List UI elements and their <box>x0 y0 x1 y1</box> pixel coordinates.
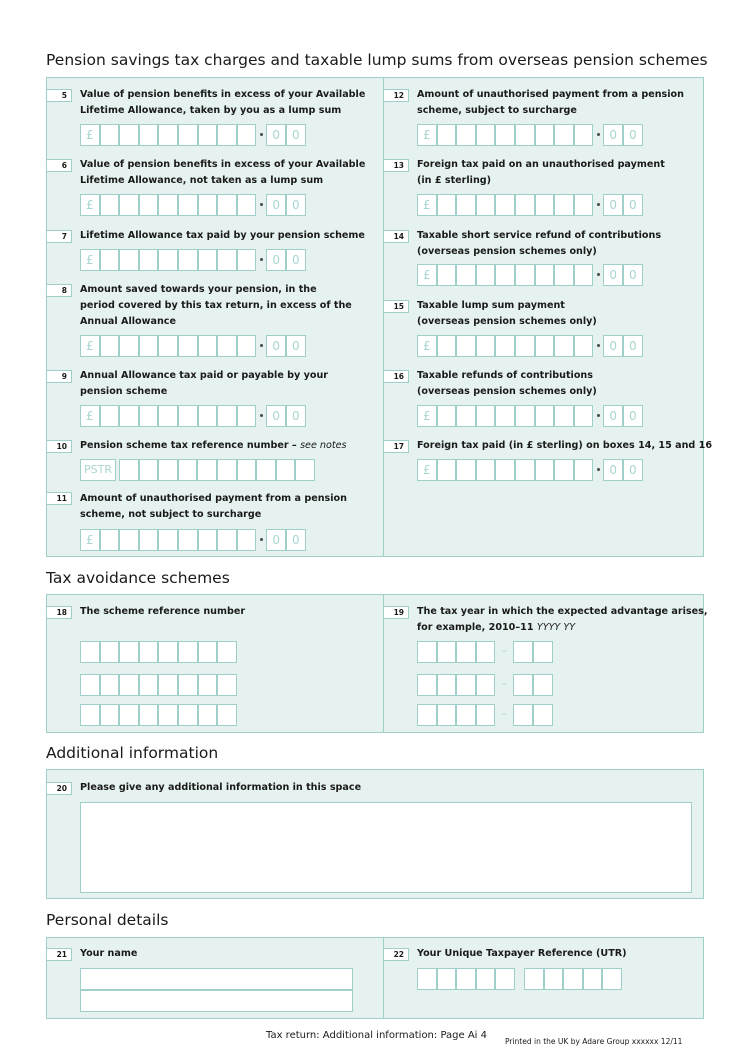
digit-box[interactable] <box>119 124 139 146</box>
decimal-point <box>597 344 600 347</box>
digit-box[interactable] <box>119 405 139 427</box>
year-digit-box[interactable] <box>417 641 437 663</box>
currency-box[interactable]: £ <box>80 249 100 271</box>
currency-box[interactable]: £ <box>417 459 437 481</box>
question-label: The tax year in which the expected advantage arises, for example, 2010–11 YYYY YY <box>417 606 708 633</box>
digit-box[interactable] <box>237 194 257 216</box>
pence-box[interactable]: 0 <box>266 124 286 146</box>
digit-box[interactable] <box>437 194 457 216</box>
currency-box[interactable]: £ <box>80 529 100 551</box>
currency-box[interactable]: £ <box>80 405 100 427</box>
decimal-point <box>597 133 600 136</box>
year-digit-box[interactable] <box>437 704 457 726</box>
digit-box[interactable] <box>178 704 198 726</box>
decimal-point <box>260 258 263 261</box>
question-label: Taxable lump sum payment (overseas pension schemes only) <box>417 300 597 327</box>
digit-box[interactable] <box>198 674 218 696</box>
digit-box[interactable] <box>119 529 139 551</box>
digit-box[interactable] <box>535 405 555 427</box>
digit-box[interactable] <box>178 641 198 663</box>
digit-box[interactable] <box>158 459 178 481</box>
digit-box[interactable] <box>456 124 476 146</box>
pence-box[interactable]: 0 <box>603 264 623 286</box>
digit-box[interactable] <box>495 335 515 357</box>
year-digit-box[interactable] <box>476 674 496 696</box>
name-field-line-2[interactable] <box>80 990 353 1012</box>
currency-box[interactable]: £ <box>417 264 437 286</box>
pence-box[interactable]: 0 <box>286 529 306 551</box>
decimal-point <box>260 203 263 206</box>
pence-box[interactable]: 0 <box>266 529 286 551</box>
question-label: Pension scheme tax reference number – see notes <box>80 440 347 451</box>
utr-digit-box[interactable] <box>417 968 437 990</box>
digit-box[interactable] <box>476 194 496 216</box>
digit-box[interactable] <box>100 529 120 551</box>
question-label: Your Unique Taxpayer Reference (UTR) <box>417 948 627 959</box>
currency-box[interactable]: £ <box>80 124 100 146</box>
decimal-point <box>597 203 600 206</box>
year-digit-box[interactable] <box>533 704 553 726</box>
decimal-point <box>597 468 600 471</box>
digit-box[interactable] <box>574 264 594 286</box>
decimal-point <box>260 344 263 347</box>
digit-box[interactable] <box>158 124 178 146</box>
digit-box[interactable] <box>237 459 257 481</box>
utr-digit-box[interactable] <box>495 968 515 990</box>
digit-box[interactable] <box>535 335 555 357</box>
digit-box[interactable] <box>476 459 496 481</box>
pence-box[interactable]: 0 <box>623 405 643 427</box>
digit-box[interactable] <box>158 335 178 357</box>
question-number: 11 <box>47 492 72 505</box>
digit-box[interactable] <box>437 459 457 481</box>
digit-box[interactable] <box>178 529 198 551</box>
question-label: Lifetime Allowance tax paid by your pension scheme <box>80 230 365 241</box>
digit-box[interactable] <box>456 264 476 286</box>
currency-box[interactable]: £ <box>80 335 100 357</box>
question-number: 13 <box>384 159 409 172</box>
pence-box[interactable]: 0 <box>603 124 623 146</box>
digit-box[interactable] <box>295 459 315 481</box>
digit-box[interactable] <box>237 335 257 357</box>
digit-box[interactable] <box>217 459 237 481</box>
digit-box[interactable] <box>574 405 594 427</box>
year-digit-box[interactable] <box>417 704 437 726</box>
pence-box[interactable]: 0 <box>603 335 623 357</box>
digit-box[interactable] <box>515 124 535 146</box>
digit-box[interactable] <box>237 405 257 427</box>
pence-box[interactable]: 0 <box>266 249 286 271</box>
question-number: 22 <box>384 948 409 961</box>
digit-box[interactable] <box>495 459 515 481</box>
question-label: Foreign tax paid on an unauthorised payment (in £ sterling) <box>417 159 665 186</box>
year-digit-box[interactable] <box>437 674 457 696</box>
utr-digit-box[interactable] <box>456 968 476 990</box>
pence-box[interactable]: 0 <box>623 124 643 146</box>
pence-box[interactable]: 0 <box>603 459 623 481</box>
pence-box[interactable]: 0 <box>266 335 286 357</box>
utr-digit-box[interactable] <box>583 968 603 990</box>
digit-box[interactable] <box>535 194 555 216</box>
digit-box[interactable] <box>119 194 139 216</box>
year-digit-box[interactable] <box>417 674 437 696</box>
digit-box[interactable] <box>217 335 237 357</box>
digit-box[interactable] <box>574 124 594 146</box>
year-digit-box[interactable] <box>456 674 476 696</box>
digit-box[interactable] <box>119 459 139 481</box>
digit-box[interactable] <box>158 529 178 551</box>
digit-box[interactable] <box>119 335 139 357</box>
digit-box[interactable] <box>119 249 139 271</box>
question-label: Foreign tax paid (in £ sterling) on boxes 14, 15 and 16 <box>417 440 712 451</box>
pence-box[interactable]: 0 <box>623 194 643 216</box>
digit-box[interactable] <box>535 124 555 146</box>
question-number: 10 <box>47 440 72 453</box>
digit-box[interactable] <box>456 194 476 216</box>
question-number: 6 <box>47 159 72 172</box>
digit-box[interactable] <box>495 194 515 216</box>
year-separator: – <box>501 644 508 657</box>
pence-box[interactable]: 0 <box>286 249 306 271</box>
digit-box[interactable] <box>139 405 159 427</box>
digit-box[interactable] <box>100 249 120 271</box>
column-divider <box>383 78 384 556</box>
digit-box[interactable] <box>158 704 178 726</box>
year-digit-box[interactable] <box>513 704 533 726</box>
year-digit-box[interactable] <box>476 641 496 663</box>
digit-box[interactable] <box>198 529 218 551</box>
digit-box[interactable] <box>139 704 159 726</box>
digit-box[interactable] <box>515 335 535 357</box>
utr-digit-box[interactable] <box>476 968 496 990</box>
digit-box[interactable] <box>178 194 198 216</box>
digit-box[interactable] <box>515 194 535 216</box>
year-separator: – <box>501 677 508 690</box>
digit-box[interactable] <box>198 405 218 427</box>
digit-box[interactable] <box>217 249 237 271</box>
year-digit-box[interactable] <box>533 641 553 663</box>
question-number: 12 <box>384 89 409 102</box>
digit-box[interactable] <box>554 194 574 216</box>
digit-box[interactable] <box>217 641 237 663</box>
currency-box[interactable]: £ <box>417 405 437 427</box>
utr-digit-box[interactable] <box>524 968 544 990</box>
digit-box[interactable] <box>100 641 120 663</box>
digit-box[interactable] <box>495 405 515 427</box>
digit-box[interactable] <box>178 335 198 357</box>
digit-box[interactable] <box>139 124 159 146</box>
digit-box[interactable] <box>80 641 100 663</box>
pence-box[interactable]: 0 <box>623 335 643 357</box>
question-number: 8 <box>47 284 72 297</box>
tax-avoidance-panel <box>46 594 708 733</box>
digit-box[interactable] <box>139 674 159 696</box>
question-number: 20 <box>47 782 72 795</box>
question-number: 9 <box>47 370 72 383</box>
utr-digit-box[interactable] <box>563 968 583 990</box>
question-label: Value of pension benefits in excess of your Available Lifetime Allowance, not taken as a lump sum <box>80 159 366 186</box>
currency-box[interactable]: £ <box>417 194 437 216</box>
currency-box[interactable]: £ <box>417 124 437 146</box>
digit-box[interactable] <box>158 249 178 271</box>
digit-box[interactable] <box>554 459 574 481</box>
digit-box[interactable] <box>158 641 178 663</box>
digit-box[interactable] <box>515 264 535 286</box>
digit-box[interactable] <box>139 194 159 216</box>
decimal-point <box>597 273 600 276</box>
digit-box[interactable] <box>515 405 535 427</box>
question-label: Taxable short service refund of contributions (overseas pension schemes only) <box>417 230 662 257</box>
digit-box[interactable] <box>535 264 555 286</box>
digit-box[interactable] <box>456 459 476 481</box>
pence-box[interactable]: 0 <box>286 124 306 146</box>
utr-digit-box[interactable] <box>437 968 457 990</box>
question-number: 16 <box>384 370 409 383</box>
year-digit-box[interactable] <box>476 704 496 726</box>
digit-box[interactable] <box>574 335 594 357</box>
pence-box[interactable]: 0 <box>286 405 306 427</box>
pension-panel <box>46 77 712 557</box>
digit-box[interactable] <box>554 335 574 357</box>
pence-box[interactable]: 0 <box>603 194 623 216</box>
question-label: Amount of unauthorised payment from a pension scheme, not subject to surcharge <box>80 493 347 520</box>
pence-box[interactable]: 0 <box>286 194 306 216</box>
pence-box[interactable]: 0 <box>286 335 306 357</box>
question-number: 7 <box>47 230 72 243</box>
digit-box[interactable] <box>139 459 159 481</box>
digit-box[interactable] <box>217 529 237 551</box>
digit-box[interactable] <box>476 124 496 146</box>
year-separator: – <box>501 707 508 720</box>
question-number: 21 <box>47 948 72 961</box>
digit-box[interactable] <box>535 459 555 481</box>
digit-box[interactable] <box>100 405 120 427</box>
year-digit-box[interactable] <box>533 674 553 696</box>
currency-box[interactable]: £ <box>80 194 100 216</box>
digit-box[interactable] <box>217 124 237 146</box>
pence-box[interactable]: 0 <box>623 264 643 286</box>
digit-box[interactable] <box>80 674 100 696</box>
section-heading-tax-avoidance: Tax avoidance schemes <box>46 569 230 587</box>
digit-box[interactable] <box>515 459 535 481</box>
digit-box[interactable] <box>178 674 198 696</box>
digit-box[interactable] <box>119 704 139 726</box>
pence-box[interactable]: 0 <box>266 405 286 427</box>
digit-box[interactable] <box>198 249 218 271</box>
digit-box[interactable] <box>437 124 457 146</box>
section-heading-personal-details: Personal details <box>46 911 169 929</box>
digit-box[interactable] <box>100 124 120 146</box>
digit-box[interactable] <box>554 124 574 146</box>
digit-box[interactable] <box>554 405 574 427</box>
question-label: Value of pension benefits in excess of your Available Lifetime Allowance, taken by you as a lump sum <box>80 89 366 116</box>
question-label: Please give any additional information in this space <box>80 782 362 793</box>
digit-box[interactable] <box>237 249 257 271</box>
question-number: 15 <box>384 300 409 313</box>
year-digit-box[interactable] <box>437 641 457 663</box>
digit-box[interactable] <box>574 194 594 216</box>
digit-box[interactable] <box>237 529 257 551</box>
digit-box[interactable] <box>100 194 120 216</box>
question-number: 18 <box>47 606 72 619</box>
digit-box[interactable] <box>119 674 139 696</box>
section-heading-pension: Pension savings tax charges and taxable lump sums from overseas pension schemes <box>46 51 708 69</box>
question-label: Taxable refunds of contributions (overseas pension schemes only) <box>417 370 597 397</box>
digit-box[interactable] <box>495 124 515 146</box>
pstr-prefix: PSTR <box>80 459 116 481</box>
digit-box[interactable] <box>574 459 594 481</box>
question-number: 19 <box>384 606 409 619</box>
digit-box[interactable] <box>158 674 178 696</box>
decimal-point <box>260 414 263 417</box>
digit-box[interactable] <box>178 459 198 481</box>
digit-box[interactable] <box>158 405 178 427</box>
digit-box[interactable] <box>198 124 218 146</box>
digit-box[interactable] <box>158 194 178 216</box>
year-digit-box[interactable] <box>456 704 476 726</box>
digit-box[interactable] <box>100 335 120 357</box>
utr-digit-box[interactable] <box>602 968 622 990</box>
digit-box[interactable] <box>100 674 120 696</box>
digit-box[interactable] <box>197 459 217 481</box>
decimal-point <box>260 538 263 541</box>
page-footer: Tax return: Additional information: Page Ai 4 <box>266 1030 487 1041</box>
digit-box[interactable] <box>476 405 496 427</box>
digit-box[interactable] <box>119 641 139 663</box>
pence-box[interactable]: 0 <box>266 194 286 216</box>
print-info: Printed in the UK by Adare Group xxxxxx 12/11 <box>505 1037 683 1046</box>
name-field-line-1[interactable] <box>80 968 353 990</box>
digit-box[interactable] <box>554 264 574 286</box>
digit-box[interactable] <box>139 249 159 271</box>
currency-box[interactable]: £ <box>417 335 437 357</box>
additional-info-textarea[interactable] <box>80 802 692 893</box>
question-number: 17 <box>384 440 409 453</box>
digit-box[interactable] <box>217 704 237 726</box>
digit-box[interactable] <box>437 264 457 286</box>
digit-box[interactable] <box>217 405 237 427</box>
digit-box[interactable] <box>139 335 159 357</box>
digit-box[interactable] <box>276 459 296 481</box>
pence-box[interactable]: 0 <box>603 405 623 427</box>
digit-box[interactable] <box>178 405 198 427</box>
digit-box[interactable] <box>139 641 159 663</box>
digit-box[interactable] <box>217 674 237 696</box>
question-number: 14 <box>384 230 409 243</box>
digit-box[interactable] <box>80 704 100 726</box>
decimal-point <box>260 133 263 136</box>
utr-digit-box[interactable] <box>544 968 564 990</box>
pence-box[interactable]: 0 <box>623 459 643 481</box>
digit-box[interactable] <box>217 194 237 216</box>
section-heading-additional-info: Additional information <box>46 744 219 762</box>
digit-box[interactable] <box>495 264 515 286</box>
digit-box[interactable] <box>178 124 198 146</box>
digit-box[interactable] <box>178 249 198 271</box>
question-label: Amount of unauthorised payment from a pension scheme, subject to surcharge <box>417 89 684 116</box>
digit-box[interactable] <box>198 641 218 663</box>
digit-box[interactable] <box>256 459 276 481</box>
question-label: Annual Allowance tax paid or payable by your pension scheme <box>80 370 329 397</box>
digit-box[interactable] <box>476 335 496 357</box>
digit-box[interactable] <box>437 335 457 357</box>
digit-box[interactable] <box>198 704 218 726</box>
digit-box[interactable] <box>437 405 457 427</box>
digit-box[interactable] <box>476 264 496 286</box>
decimal-point <box>597 414 600 417</box>
year-digit-box[interactable] <box>513 674 533 696</box>
additional-info-panel <box>46 769 704 899</box>
question-number: 5 <box>47 89 72 102</box>
digit-box[interactable] <box>139 529 159 551</box>
digit-box[interactable] <box>100 704 120 726</box>
year-digit-box[interactable] <box>513 641 533 663</box>
digit-box[interactable] <box>456 405 476 427</box>
question-label: Amount saved towards your pension, in the period covered by this tax return, in excess of the Annual Allowance <box>80 284 352 327</box>
personal-details-panel <box>46 937 704 1019</box>
digit-box[interactable] <box>198 335 218 357</box>
digit-box[interactable] <box>237 124 257 146</box>
year-digit-box[interactable] <box>456 641 476 663</box>
digit-box[interactable] <box>198 194 218 216</box>
digit-box[interactable] <box>456 335 476 357</box>
question-label: The scheme reference number <box>80 606 246 617</box>
question-label: Your name <box>80 948 138 959</box>
